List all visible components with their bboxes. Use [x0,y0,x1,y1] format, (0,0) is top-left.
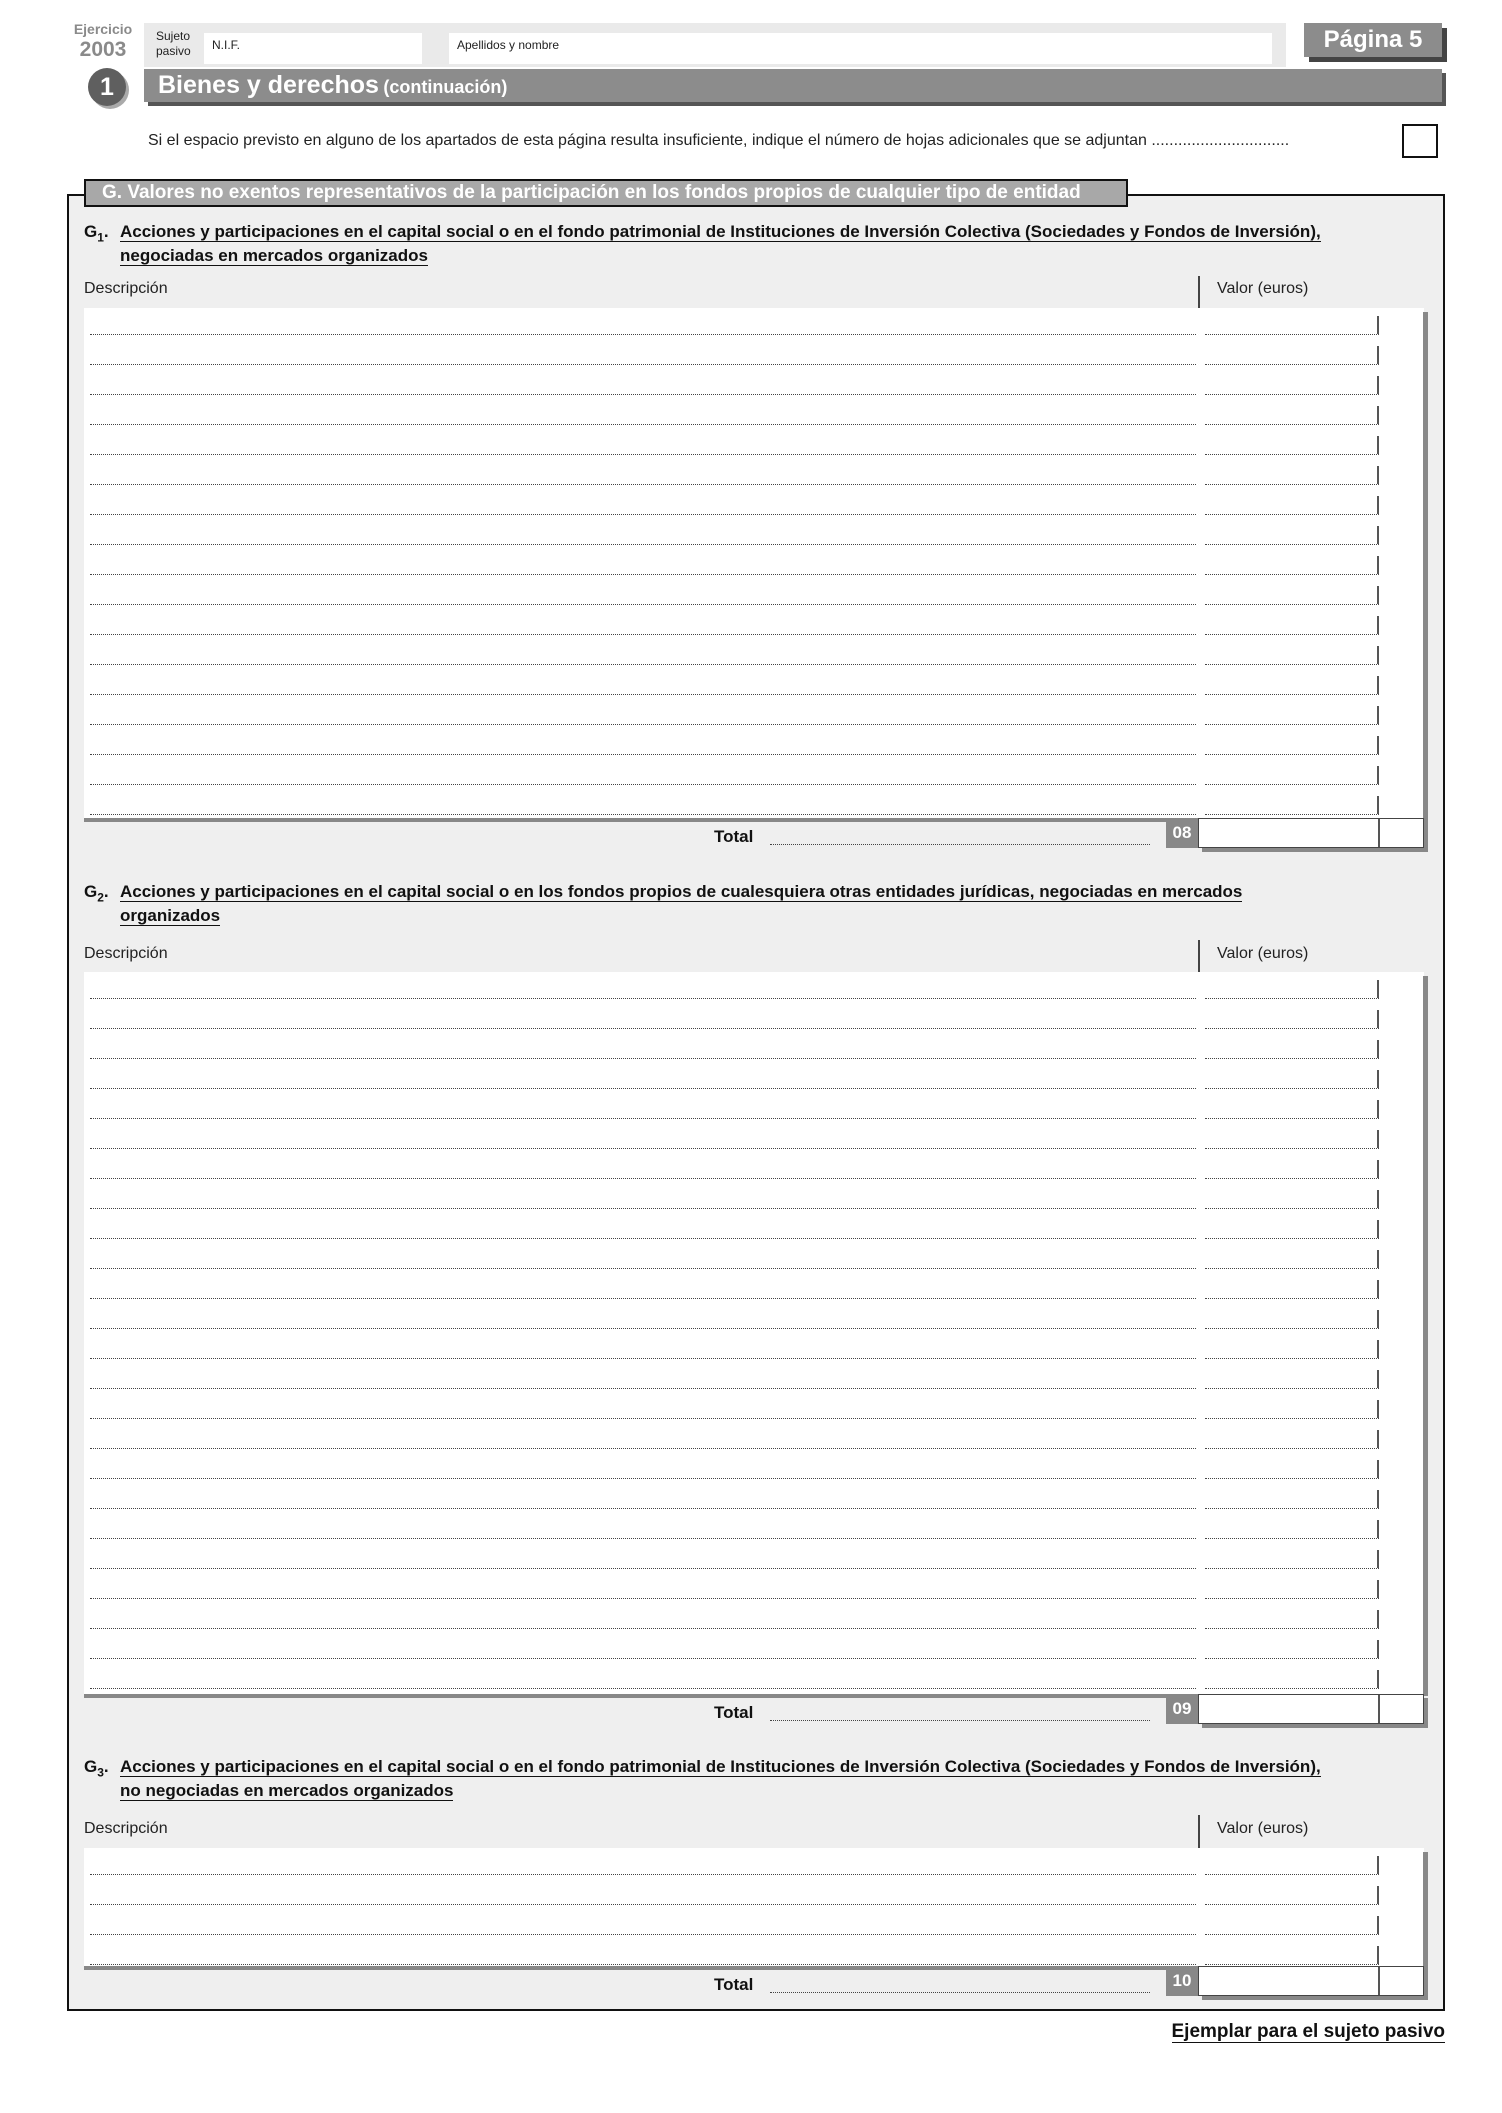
decimal-separator-tick [1377,980,1379,998]
entry-row[interactable] [84,398,1424,428]
entry-row[interactable] [84,458,1424,488]
entry-row[interactable] [84,1122,1424,1152]
valor-line[interactable] [1205,1568,1379,1569]
g1-col-valor: Valor (euros) [1217,280,1309,297]
decimal-separator-tick [1377,586,1379,604]
entry-row[interactable] [84,488,1424,518]
decimal-separator-tick [1377,1190,1379,1208]
descripcion-line[interactable] [90,1388,1196,1389]
nif-label: N.I.F. [212,38,241,52]
decimal-separator-tick [1377,706,1379,724]
section-title: Bienes y derechos [158,71,379,99]
decimal-separator-tick [1377,676,1379,694]
valor-line[interactable] [1205,1208,1379,1209]
table-shadow [1423,1852,1428,1972]
valor-line[interactable] [1205,1358,1379,1359]
descripcion-line[interactable] [90,1328,1196,1329]
entry-row[interactable] [84,668,1424,698]
g3-total-rule [84,1966,1166,1970]
valor-line[interactable] [1205,1118,1379,1119]
valor-line[interactable] [1205,394,1379,395]
descripcion-line[interactable] [90,1058,1196,1059]
g2-total-input[interactable] [1198,1694,1424,1724]
valor-line[interactable] [1205,1328,1379,1329]
descripcion-line[interactable] [90,1088,1196,1089]
decimal-separator-tick [1377,1886,1379,1904]
decimal-separator-tick [1377,1460,1379,1478]
valor-line[interactable] [1205,604,1379,605]
decimal-separator-tick [1377,1550,1379,1568]
table-shadow [1423,976,1428,1696]
entry-row[interactable] [84,1422,1424,1452]
descripcion-line[interactable] [90,334,1196,335]
valor-line[interactable] [1205,514,1379,515]
descripcion-line[interactable] [90,1358,1196,1359]
footer-ejemplar-text: Ejemplar para el sujeto pasivo [1171,2021,1445,2042]
entry-row[interactable] [84,368,1424,398]
valor-line[interactable] [1205,574,1379,575]
entry-row[interactable] [84,1452,1424,1482]
valor-line[interactable] [1205,694,1379,695]
valor-line[interactable] [1205,1934,1379,1935]
decimal-separator-tick [1377,736,1379,754]
g3-entry-table [84,1848,1424,1968]
entry-row[interactable] [84,972,1424,1002]
page-number-badge: Página 5 [1304,23,1442,57]
section-title-bar [144,69,1442,102]
descripcion-line[interactable] [90,1208,1196,1209]
valor-line[interactable] [1205,814,1379,815]
descripcion-line[interactable] [90,1688,1196,1689]
g2-code: $G_2$. [84,882,109,905]
decimal-separator-tick [1377,346,1379,364]
apellidos-nombre-label: Apellidos y nombre [457,38,560,52]
entry-row[interactable] [84,1908,1424,1938]
entry-row[interactable] [84,548,1424,578]
descripcion-line[interactable] [90,1874,1196,1875]
entry-row[interactable] [84,1092,1424,1122]
entry-row[interactable] [84,1572,1424,1602]
descripcion-line[interactable] [90,1298,1196,1299]
entry-row[interactable] [84,1002,1424,1032]
decimal-separator-tick [1377,796,1379,814]
valor-line[interactable] [1205,664,1379,665]
g2-total-leader [770,1720,1150,1721]
descripcion-line[interactable] [90,514,1196,515]
g2-title-line1: Acciones y participaciones en el capital social o en los fondos propios de cualesquiera otras entidades jurídicas, negociadas en mercados [120,882,1243,901]
valor-line[interactable] [1205,424,1379,425]
valor-line[interactable] [1205,334,1379,335]
entry-row[interactable] [84,1272,1424,1302]
valor-line[interactable] [1205,364,1379,365]
entry-row[interactable] [84,698,1424,728]
g1-code: $G_1$. [84,222,109,245]
decimal-separator-tick [1377,616,1379,634]
entry-row[interactable] [84,1032,1424,1062]
valor-line[interactable] [1205,784,1379,785]
entry-row[interactable] [84,1482,1424,1512]
descripcion-line[interactable] [90,1418,1196,1419]
valor-line[interactable] [1205,1238,1379,1239]
g2-entry-table [84,972,1424,1694]
g2-total-code: 09 [1166,1694,1198,1724]
valor-line[interactable] [1205,1418,1379,1419]
valor-line[interactable] [1205,1088,1379,1089]
descripcion-line[interactable] [90,754,1196,755]
valor-line[interactable] [1205,1178,1379,1179]
decimal-separator-tick [1377,766,1379,784]
descripcion-line[interactable] [90,604,1196,605]
valor-line[interactable] [1205,998,1379,999]
valor-line[interactable] [1205,1298,1379,1299]
entry-row[interactable] [84,1848,1424,1878]
entry-row[interactable] [84,1152,1424,1182]
descripcion-line[interactable] [90,454,1196,455]
entry-row[interactable] [84,1542,1424,1572]
decimal-separator-tick [1377,316,1379,334]
descripcion-line[interactable] [90,1964,1196,1965]
section-subtitle: (continuación) [383,77,508,97]
decimal-separator-tick [1377,1130,1379,1148]
g3-title-line2: no negociadas en mercados organizados [120,1781,454,1800]
entry-row[interactable] [84,1662,1424,1692]
g3-total-label: Total [714,1975,754,1994]
decimal-separator-tick [1377,1370,1379,1388]
descripcion-line[interactable] [90,1118,1196,1119]
descripcion-line[interactable] [90,1448,1196,1449]
hojas-adicionales-box[interactable] [1402,124,1438,158]
decimal-separator-tick [1377,496,1379,514]
entry-row[interactable] [84,1362,1424,1392]
g3-title [84,1755,1450,1803]
valor-line[interactable] [1205,544,1379,545]
decimal-separator-tick [1377,1916,1379,1934]
descripcion-line[interactable] [90,424,1196,425]
entry-row[interactable] [84,1878,1424,1908]
decimal-separator-tick [1377,1610,1379,1628]
entry-row[interactable] [84,1302,1424,1332]
decimal-separator-tick [1377,406,1379,424]
descripcion-line[interactable] [90,1934,1196,1935]
valor-line[interactable] [1205,1658,1379,1659]
decimal-separator-tick [1377,526,1379,544]
descripcion-line[interactable] [90,1178,1196,1179]
decimal-separator-tick [1377,1400,1379,1418]
section-g-banner: G. Valores no exentos representativos de la participación en los fondos propios de cualquier tipo de entidad [84,179,1128,207]
descripcion-line[interactable] [90,724,1196,725]
decimal-separator-tick [1377,466,1379,484]
descripcion-line[interactable] [90,784,1196,785]
g3-total-leader [770,1992,1150,1993]
descripcion-line[interactable] [90,1658,1196,1659]
footer-ejemplar [1160,2021,1445,2043]
g2-col-descripcion: Descripción [84,945,168,962]
sujeto-label-line2: pasivo [156,44,191,58]
descripcion-line[interactable] [90,814,1196,815]
entry-row[interactable] [84,1242,1424,1272]
valor-line[interactable] [1205,1058,1379,1059]
entry-row[interactable] [84,788,1424,818]
valor-line[interactable] [1205,1964,1379,1965]
valor-line[interactable] [1205,454,1379,455]
entry-row[interactable] [84,1212,1424,1242]
entry-row[interactable] [84,1332,1424,1362]
valor-line[interactable] [1205,1268,1379,1269]
descripcion-line[interactable] [90,544,1196,545]
g1-total-leader [770,844,1150,845]
valor-line[interactable] [1205,1508,1379,1509]
valor-line[interactable] [1205,724,1379,725]
decimal-separator-tick [1377,1430,1379,1448]
g2-col-valor: Valor (euros) [1217,945,1309,962]
descripcion-line[interactable] [90,1628,1196,1629]
valor-line[interactable] [1205,1688,1379,1689]
descripcion-line[interactable] [90,394,1196,395]
decimal-separator-tick [1377,1340,1379,1358]
g2-total-label: Total [714,1703,754,1722]
descripcion-line[interactable] [90,364,1196,365]
descripcion-line[interactable] [90,1238,1196,1239]
g3-col-descripcion: Descripción [84,1820,168,1837]
decimal-separator-tick [1377,1856,1379,1874]
descripcion-line[interactable] [90,484,1196,485]
descripcion-line[interactable] [90,1538,1196,1539]
decimal-separator-tick [1377,376,1379,394]
valor-line[interactable] [1205,1028,1379,1029]
descripcion-line[interactable] [90,634,1196,635]
ejercicio-year: 2003 [79,38,127,61]
g2-total-rule [84,1694,1166,1698]
descripcion-line[interactable] [90,1568,1196,1569]
g2-title [84,880,1450,928]
entry-row[interactable] [84,578,1424,608]
entry-row[interactable] [84,428,1424,458]
descripcion-line[interactable] [90,1598,1196,1599]
sujeto-label-line1: Sujeto [156,29,191,43]
entry-row[interactable] [84,638,1424,668]
g2-title-line2: organizados [120,906,221,925]
decimal-separator-tick [1377,556,1379,574]
decimal-separator-tick [1377,1310,1379,1328]
entry-row[interactable] [84,338,1424,368]
valor-line[interactable] [1205,1874,1379,1875]
descripcion-line[interactable] [90,574,1196,575]
valor-line[interactable] [1205,1538,1379,1539]
entry-row[interactable] [84,1938,1424,1968]
descripcion-line[interactable] [90,1148,1196,1149]
entry-row[interactable] [84,518,1424,548]
valor-line[interactable] [1205,1448,1379,1449]
descripcion-line[interactable] [90,1028,1196,1029]
entry-row[interactable] [84,1512,1424,1542]
decimal-separator-tick [1377,1946,1379,1964]
decimal-separator-tick [1377,436,1379,454]
descripcion-line[interactable] [90,694,1196,695]
valor-line[interactable] [1205,1598,1379,1599]
decimal-separator-tick [1377,1670,1379,1688]
decimal-separator-tick [1377,1640,1379,1658]
descripcion-line[interactable] [90,664,1196,665]
decimal-separator-tick [1377,1010,1379,1028]
ejercicio-block [68,22,138,60]
entry-row[interactable] [84,1182,1424,1212]
entry-row[interactable] [84,1062,1424,1092]
g1-total-code: 08 [1166,818,1198,848]
valor-line[interactable] [1205,1478,1379,1479]
valor-line[interactable] [1205,484,1379,485]
valor-line[interactable] [1205,1628,1379,1629]
decimal-separator-tick [1377,1580,1379,1598]
valor-line[interactable] [1205,1904,1379,1905]
g1-title-line2: negociadas en mercados organizados [120,246,428,265]
g1-total-row [84,818,1424,852]
decimal-separator-tick [1377,1160,1379,1178]
descripcion-line[interactable] [90,1904,1196,1905]
decimal-separator-tick [1377,1220,1379,1238]
ejercicio-label: Ejercicio [73,21,133,37]
entry-row[interactable] [84,308,1424,338]
nif-field[interactable] [204,33,422,64]
decimal-separator-tick [1377,1070,1379,1088]
valor-line[interactable] [1205,634,1379,635]
g1-total-label: Total [714,827,754,846]
descripcion-line[interactable] [90,998,1196,999]
entry-row[interactable] [84,758,1424,788]
table-shadow [1423,312,1428,822]
descripcion-line[interactable] [90,1478,1196,1479]
valor-line[interactable] [1205,1388,1379,1389]
decimal-separator-tick [1377,1520,1379,1538]
g3-total-row [84,1966,1424,2000]
g1-total-input[interactable] [1198,818,1424,848]
decimal-separator-tick [1377,1100,1379,1118]
valor-line[interactable] [1205,754,1379,755]
descripcion-line[interactable] [90,1268,1196,1269]
g3-total-input[interactable] [1198,1966,1424,1996]
g1-total-rule [84,818,1166,822]
decimal-separator-tick [1377,646,1379,664]
sujeto-pasivo-label [156,29,191,59]
apellidos-nombre-field[interactable] [449,33,1272,64]
g1-col-descripcion: Descripción [84,280,168,297]
intro-text: Si el espacio previsto en alguno de los apartados de esta página resulta insuficiente, indique el número de hojas adicionales que se adjuntan ............................... [148,132,1290,149]
g3-title-line1: Acciones y participaciones en el capital social o en el fondo patrimonial de Instituciones de Inversión Colectiva (Sociedades y Fondos de Inversión), [120,1757,1321,1776]
entry-row[interactable] [84,1602,1424,1632]
entry-row[interactable] [84,1392,1424,1422]
descripcion-line[interactable] [90,1508,1196,1509]
entry-row[interactable] [84,728,1424,758]
decimal-separator-tick [1377,1490,1379,1508]
sujeto-pasivo-bar [144,23,1286,67]
decimal-separator-tick [1377,1040,1379,1058]
g1-title [84,220,1450,268]
entry-row[interactable] [84,608,1424,638]
g1-entry-table [84,308,1424,818]
g2-total-row [84,1694,1424,1728]
g1-title-line1: Acciones y participaciones en el capital social o en el fondo patrimonial de Instituciones de Inversión Colectiva (Sociedades y Fondos de Inversión), [120,222,1321,241]
valor-line[interactable] [1205,1148,1379,1149]
entry-row[interactable] [84,1632,1424,1662]
g3-code: $G_3$. [84,1757,109,1780]
section-number-badge: 1 [88,68,126,106]
g3-col-valor: Valor (euros) [1217,1820,1309,1837]
decimal-separator-tick [1377,1280,1379,1298]
g3-total-code: 10 [1166,1966,1198,1996]
decimal-separator-tick [1377,1250,1379,1268]
